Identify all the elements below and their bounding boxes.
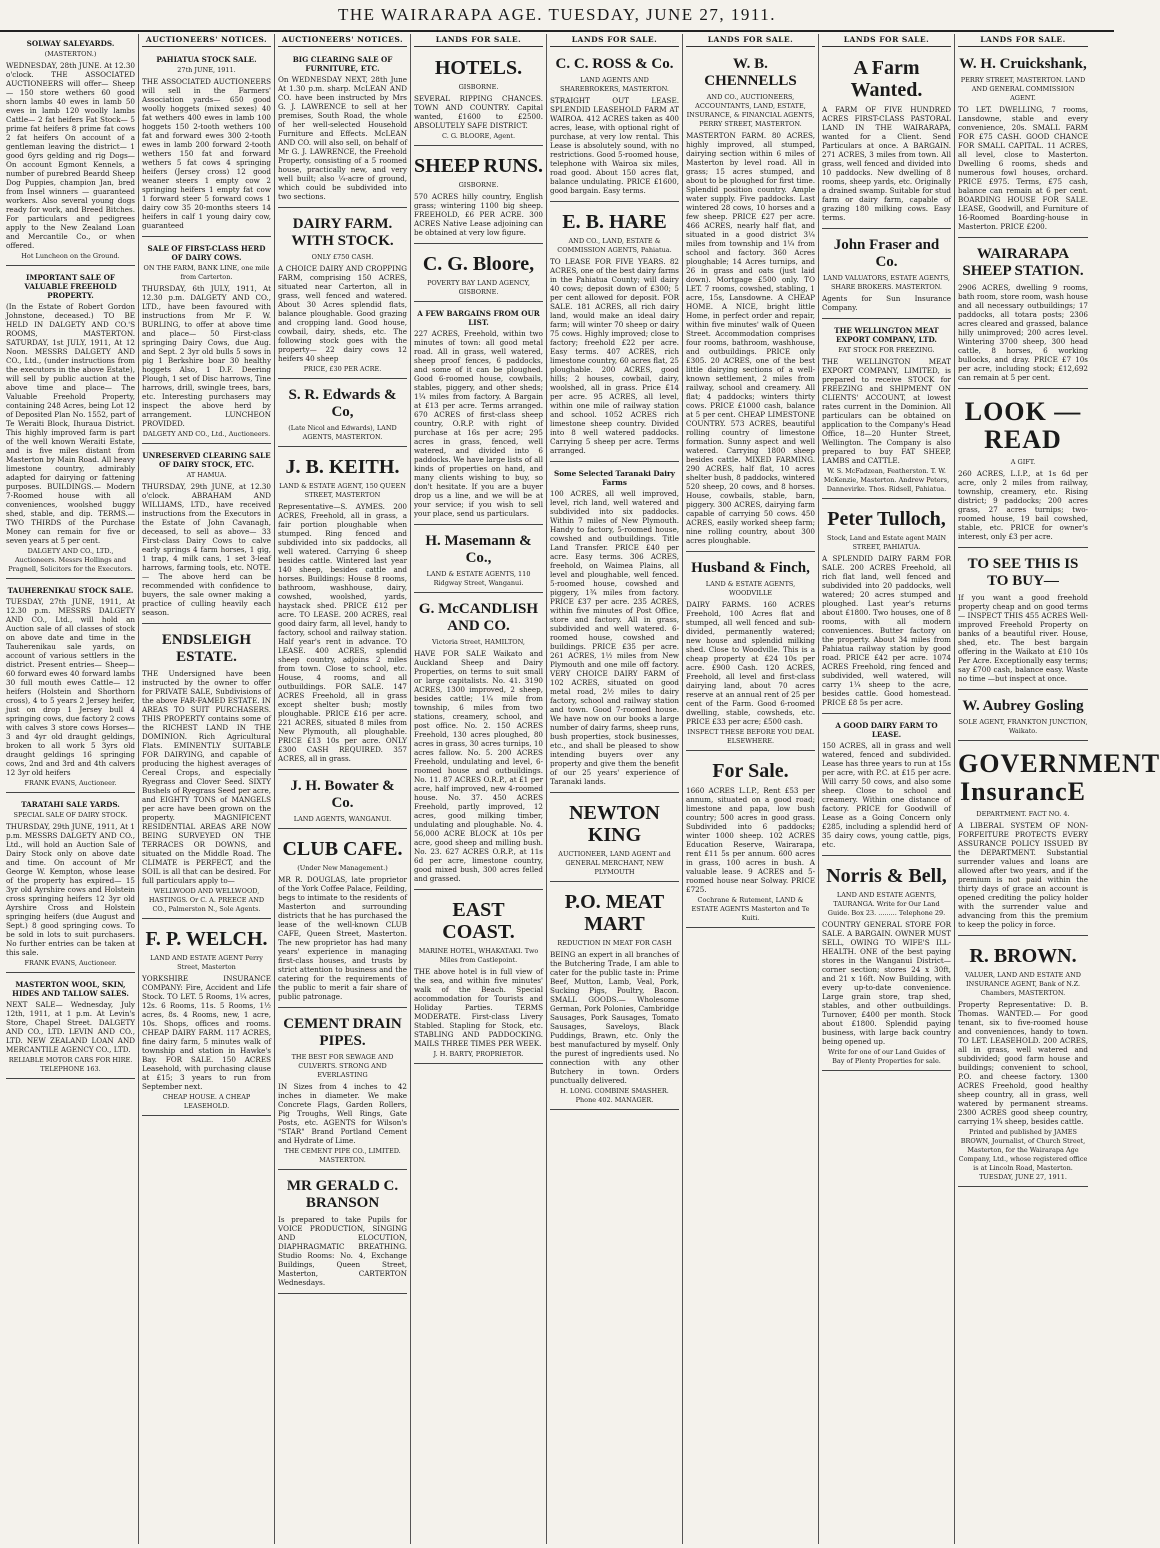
- advertisement: [550, 795, 679, 882]
- advertisement: [686, 753, 815, 928]
- ad-signature: FRANK EVANS, Auctioneer.: [24, 959, 117, 967]
- ad-subheading: GISBORNE.: [458, 181, 499, 189]
- ad-headline: S. R. Edwards & Co,: [288, 387, 397, 420]
- ad-subheading: LAND & ESTATE AGENTS, WOODVILLE: [705, 580, 796, 597]
- advertisement: [550, 884, 679, 1110]
- ad-headline: A FEW BARGAINS FROM OUR LIST.: [417, 309, 540, 327]
- ad-body-text: 260 ACRES, L.I.P., at 1s 6d per acre, only 2 miles from railway, township, creamery, etc. Rising district; 9 paddocks; 200 acres grass, 27 acres turnips; two-roomed house, 19 bail cowshed, stable, etc. PRICE for owner's interest, only £3 per acre.: [958, 469, 1088, 541]
- ad-body-text: THE Undersigned have been instructed by the owner to offer for PRIVATE SALE, Subdivisions of the above FAR-FAMED ESTATE. IN AREAS TO SUIT PURCHASERS. THIS PROPERTY contains some of the RICHEST LAND IN THE DOMINION. Rich Agricultural Flats. EMINENTLY SUITABLE FOR DAIRYING, and capable of producing the highest averages of Cereal Crops, and especially Ryegrass and Clover Seed. SIXTY Bushels of Ryegrass Seed per acre, and EIGHTY TONS of MANGELS per acre have been grown on the property. MAGNIFICENT RESIDENTIAL AREAS ARE NOW BEING SURVEYED ON THE TERRACES OR DOWNS, and situated on the Middle Road. The CLIMATE is PERFECT, and the SOIL is all that can be desired. For full particulars apply to—: [142, 669, 271, 885]
- ad-subheading: AT HAMUA.: [186, 471, 227, 479]
- advertisement: [6, 268, 135, 579]
- ad-body-text: TO LEASE FOR FIVE YEARS. 82 ACRES, one of the best dairy farms in the Pahiatua County; will dairy 40 cows; deposit down of £300; 5 per cent allowed for deposit. FOR SALE. 181 ACRES, all rich dairy land, would make an ideal dairy farm; will winter 70 sheep or dairy 75 cows. Highly improved; close to factory; freehold £22 per acre. Easy terms. 407 ACRES, rich limestone country, 60 acres flat, 25 ploughable. 200 ACRES, good hills; 2 houses, cowbail, dairy, woolshed, all in grass. Price £14 per acre. 95 ACRES, all level, within one mile of railway station and school. 1052 ACRES rich limestone sheep country. Divided into 8 well watered paddocks. Carrying 5 sheep per acre. Terms arranged.: [550, 257, 679, 455]
- ad-signature: PRICE, £30 PER ACRE.: [303, 365, 382, 373]
- advertisement: [6, 581, 135, 793]
- advertisement: [822, 321, 951, 499]
- ad-signature: DALGETY AND CO., Ltd., Auctioneers.: [142, 430, 271, 438]
- ad-signature: INSPECT THESE BEFORE YOU DEAL ELSEWHERE.: [687, 728, 814, 745]
- advertisement: [278, 831, 407, 1008]
- advertisement: [278, 1172, 407, 1294]
- column-2: [139, 34, 275, 1544]
- advertisement: [142, 239, 271, 444]
- advertisement: [278, 449, 407, 770]
- ad-headline: SALE OF FIRST-CLASS HERD OF DAIRY COWS.: [147, 244, 266, 262]
- ad-body-text: THURSDAY, 6th JULY, 1911, At 12.30 p.m. DALGETY AND CO., LTD., have been favoured with instructions from Mr F. W. BURLING, to offer at above time and place— 50 First-class springing Dairy Cows, due Aug. and Sept. 2 3yr old bulls 5 sows in pig 1 Berkshire boar 30 healthy hoggets Also, 1 D.F. Deering Plough, 1 set of Disc harrows, Tine harrows, drill, swingle trees, bars, etc. Interesting purchasers may inspect the above herd by arrangement. LUNCHEON PROVIDED.: [142, 284, 271, 428]
- ad-headline: Some Selected Taranaki Dairy Farms: [554, 469, 675, 487]
- ad-signature: C. G. BLOORE, Agent.: [441, 132, 516, 140]
- ad-body-text: YORKSHIRE INSURANCE COMPANY: Fire, Accident and Life Stock. TO LET. 5 Rooms, 1¼ acres, 12s. 6 Rooms, 11s. 5 Rooms, 1½ acres, 8s. 4 Rooms, new, 1 acre, 10s. Shops, offices and rooms. CHEAP DAIRY FARM. 117 ACRES, fine dairy farm, 5 minutes walk of township and station in Hawke's Bay. FOR SALE. 150 ACRES Leasehold, with purchasing clause at £15; 3 years to run from September next.: [142, 974, 271, 1091]
- ad-subheading: REDUCTION IN MEAT FOR CASH: [557, 939, 672, 947]
- ad-subheading: VALUER, LAND AND ESTATE AND INSURANCE AGENT, Bank of N.Z. Chambers, MASTERTON.: [964, 971, 1082, 997]
- ad-headline: P.O. MEAT MART: [564, 891, 665, 935]
- ad-headline: SOLWAY SALEYARDS.: [26, 39, 115, 48]
- ad-body-text: THE above hotel is in full view of the sea, and within five minutes' walk of the Beach. Special accommodation for Tourists and Holiday Parties. TERMS MODERATE. First-class Livery Stabled. Stapling for Stock, etc. STABLING AND PADDOCKING. MAILS THREE TIMES PER WEEK.: [414, 967, 543, 1048]
- advertisement: [958, 550, 1088, 690]
- ad-body-text: A FARM OF FIVE HUNDRED ACRES FIRST-CLASS PASTORAL LAND IN THE WAIRARAPA, wanted for a Client. Send Particulars at once. A BARGAIN. 271 ACRES, 3 miles from town. All grass, well fenced and divided into 10 paddocks. New dwelling of 8 rooms, sheep yards, etc. Originally a drained swamp. Suitable for stud farm or dairy farm, capable of grazing 180 milking cows. Easy terms.: [822, 105, 951, 222]
- ad-body-text: MR R. DOUGLAS, late proprietor of the York Coffee Palace, Feilding, begs to intimate to the residents of Masterton and surrounding districts that he has purchased the lease of the well-known CLUB CAFE, Queen Street, Masterton. The new proprietor has had many years' experience in managing first-class houses, and trusts by strict attention to business and the catering for the requirements of the public to merit a fair share of public patronage.: [278, 875, 407, 1001]
- ad-body-text: WEDNESDAY, 28th JUNE. At 12.30 o'clock. THE ASSOCIATED AUCTIONEERS will offer— Sheep— 150 store wethers 60 good shorn lambs 40 ewes in lamb 50 ewes in lamb 120 woolly lambs Cattle— 2 fat heifers Fat Stock— 5 prime fat heifers 8 prime fat cows 2 fat heifers On account of a gentleman leaving the district— 1 good 6yrs gelding and rig Dogs— On account Egmont Kennels, a number of purebred Beardd Sheep Dog Puppies, champion Jan, bred from Insel winners — guaranteed workers. Also several young dogs ready for work, and Breed Bitches. For particulars and pedigrees apply to the New Zealand Loan and Mercantile Co., or when offered.: [6, 61, 135, 250]
- ad-body-text: Is prepared to take Pupils for VOICE PRODUCTION, SINGING AND ELOCUTION, DIAPHRAGMATIC BREATHING. Studio Rooms: No. 4, Exchange Buildings, Queen Street, Masterton, CARTERTON Wednesdays.: [278, 1215, 407, 1287]
- ad-signature: Cochrane & Rutement, LAND & ESTATE AGENTS Masterton and Te Kuiti.: [691, 896, 810, 922]
- ad-headline: F. P. WELCH.: [145, 928, 268, 950]
- ad-subheading: MARINE HOTEL, WHAKATAKI. Two Miles from Castlepoint.: [418, 947, 539, 964]
- ad-body-text: 150 ACRES, all in grass and well watered, fenced and subdivided. Lease has three years to run at 15s per acre, with P.C. at £15 per acre. Will carry 50 cows, and also some sheep. Close to school and creamery. Within one distance of factory. PRICE for Goodwill of Lease as a Going Concern only £285, including a splendid herd of 35 dairy cows, young cattle, pigs, etc.: [822, 741, 951, 849]
- advertisement: [278, 772, 407, 829]
- advertisement: [414, 595, 543, 890]
- advertisement: [6, 34, 135, 266]
- advertisement: [142, 50, 271, 237]
- ad-subheading: ONLY £750 CASH.: [311, 253, 374, 261]
- ad-headline: A GOOD DAIRY FARM TO LEASE.: [835, 721, 938, 739]
- ad-headline: UNRESERVED CLEARING SALE OF DAIRY STOCK, ETC.: [142, 451, 271, 469]
- ad-headline: TO SEE THIS IS TO BUY—: [967, 556, 1079, 589]
- ad-body-text: Agents for Sun Insurance Company.: [822, 294, 951, 312]
- column-heading: LANDS FOR SALE.: [550, 34, 679, 47]
- advertisement: [958, 692, 1088, 741]
- ad-headline: G. McCANDLISH AND CO.: [418, 601, 539, 634]
- ad-body-text: On WEDNESDAY NEXT, 28th June At 1.30 p.m. sharp. McLEAN AND CO. have been instructed by Mrs G. J. LAWRENCE to sell at her premises, South Road, the whole of her well-selected Household Furniture and Effects. McLEAN AND CO. will also sell, on behalf of Mr G. J. LAWRENCE, the Freehold Property, consisting of a 5 roomed house, practically new, and very well built; also ¼-acre of ground, which could be subdivided into two sections.: [278, 75, 407, 201]
- ad-signature: Printed and published by JAMES BROWN, Journalist, of Church Street, Masterton, for the Wairarapa Age Company, Ltd., whose registered office is at Lincoln Road, Masterton. TUESDAY, JUNE 27, 1911.: [958, 1128, 1088, 1181]
- ad-headline: Peter Tulloch,: [827, 508, 946, 530]
- advertisement: [550, 464, 679, 793]
- ad-subheading: LAND & ESTATE AGENT, 150 QUEEN STREET, MASTERTON: [279, 482, 406, 499]
- advertisement: [414, 50, 543, 146]
- ad-signature: RELIABLE MOTOR CARS FOR HIRE. TELEPHONE 163.: [8, 1056, 133, 1073]
- advertisement: [278, 381, 407, 447]
- column-8: [955, 34, 1160, 1544]
- ad-body-text: Representative—S. AYMES. 200 ACRES, Freehold, all in grass, a fair portion ploughable when stumped. Ring fenced and subdivided into six paddocks, all well watered. Carrying 6 sheep besides cattle. Wintered last year 140 sheep, besides cattle and horses. Buildings: House 8 rooms, bathroom, washhouse, dairy, cowshed, woolshed, yards, haystack shed. PRICE £12 per acre. TO LEASE. 200 ACRES, real good dairy farm, all level, handy to factory, school and railway station. Half year's rent in advance. TO LEASE. 400 ACRES, splendid sheep country, adjoins 2 miles from town. Close to school, etc. House, 4 rooms, and all outbuildings. FOR SALE. 147 ACRES Freehold, all in grass except shelter bush; mostly ploughable. PRICE £16 per acre. 221 ACRES, situated 8 miles from New Plymouth, all ploughable. PRICE £13 10s per acre. ONLY £300 CASH REQUIRED. 357 ACRES, all in grass.: [278, 502, 407, 763]
- advertisement: [686, 50, 815, 552]
- advertisement: [414, 304, 543, 525]
- ad-subheading: LAND & ESTATE AGENTS, 110 Ridgway Street, Wanganui.: [426, 570, 531, 587]
- ad-body-text: 100 ACRES, all well improved, level, rich land, well watered and subdivided into six paddocks. Within 7 miles of New Plymouth. Handy to factory, 5-roomed house, cowshed and outbuildings. Title Land Transfer. PRICE £40 per acre. Easy terms. 306 ACRES, freehold, on Waimea Plains, all level and ploughable, well fenced. 5-roomed house, cowshed and piggery, 1¾ miles from factory. PRICE £37 per acre. 235 ACRES, within five minutes of Post Office, store and factory. All in grass, subdivided and well watered. 6-roomed house, cowshed and buildings. PRICE £35 per acre. 261 ACRES, 1½ miles from New Plymouth and one mile off factory. VERY CHOICE DAIRY FARM of 102 ACRES, situated on good metal road, 2½ miles to dairy factory, school and railway station and town. Good 7-roomed house. We have now on our books a large number of dairy farms, sheep runs, bush properties, stock businesses, etc., and shall be pleased to show intending buyers over any property and give them the benefit of our 25 years' experience of Taranaki lands.: [550, 489, 679, 786]
- ad-headline: J. B. KEITH.: [285, 456, 400, 478]
- ad-body-text: THE WELLINGTON MEAT EXPORT COMPANY, LIMITED, is prepared to receive STOCK for FREEZING and SHIPMENT ON CLIENTS' ACCOUNT, at lowest rates current in the Dominion. All particulars can be obtained on application to the Company's Head Office, 18—20 Hunter Street, Wellington. The Company is also prepared to buy FAT SHEEP, LAMBS and CATTLE.: [822, 357, 951, 465]
- ad-signature: Hot Luncheon on the Ground.: [21, 252, 120, 260]
- ad-body-text: TUESDAY, 27th JUNE, 1911, At 12.30 p.m. MESSRS DALGETY AND CO., Ltd., will hold an Auction sale of all classes of stock on above date and time in the Tauherenikau sale yards, on account of various settlers in the district. Present entries— Sheep— 60 forward ewes 40 forward lambs 30 full mouth ewes Cattle— 12 heifers (Holstein and Shorthorn cross), 4 to 5 years 2 Jersey heifer, just on drop 1 Jersey bull 4 springing cows, due factory 2 cows with calves 3 store cows Horses— 3 and 4yr old draught geldings, broken to all work 5 3yrs old draught geldings 16 springing cows, 2nd and 3rd and 4th calvers 12 3yr old heifers: [6, 597, 135, 777]
- ad-headline: J. H. Bowater & Co.: [290, 778, 395, 811]
- ad-body-text: HAVE FOR SALE Waikato and Auckland Sheep and Dairy Properties, on terms to suit small or large capitalists. No. 41. 3190 ACRES, 1300 improved, 2 sheep, besides cattle; 1¼ mile from township, 6 miles from two stations, creamery, school, and post office. No. 2. 150 ACRES Freehold, 130 acres ploughed, 80 acres in grass, 30 acres turnips, 10 acres fallow. No. 5. 200 ACRES Freehold, undulating and level, 6-roomed house and outbuildings. No. 11. 87 ACRES O.R.P., at £1 per acre, half improved, new 4-roomed house. No. 37. 450 ACRES Freehold, partly improved, 12 acres, good milking timber, undulating and ploughable. No. 4. 56,000 ACRE BLOCK at 10s per acre, good sheep and milling bush. No. 23. 627 ACRES O.R.P., at 11s 6d per acre, limestone country, good mixed bush, 300 acres felled and grassed.: [414, 649, 543, 883]
- ad-body-text: 227 ACRES, Freehold, within two minutes of town: all good metal road. All in grass, well watered, sheep proof fences, 6 paddocks, and some of it can be ploughed. Good 6-roomed house, cowbails, stables, piggery, and other sheds; 1¼ miles from factory. A Bargain at £13 per acre. Terms arranged. 670 ACRES of first-class sheep country, O.R.P. with right of purchase at 16s per acre; 295 acres in grass, fenced, well watered, and divided into 6 paddocks. We have large lists of all kinds of properties on hand, and many clients wishing to buy, so don't hesitate. If you are a buyer drop us a line, and we will be at your service; if you wish to sell your place, send us particulars.: [414, 329, 543, 518]
- ad-signature: THE CEMENT PIPE CO., LIMITED. MASTERTON.: [284, 1147, 401, 1164]
- ad-signature: FRANK EVANS, Auctioneer.: [24, 779, 117, 787]
- ad-headline: For Sale.: [712, 760, 789, 782]
- ad-body-text: SEVERAL RIPPING CHANCES. TOWN AND COUNTRY. Capital wanted, £1600 to £2500. ABSOLUTELY SAFE DISTRICT.: [414, 94, 543, 130]
- ad-body-text: STRAIGHT OUT LEASE. SPLENDID LEASEHOLD FARM AT WAIROA. 412 ACRES taken as 400 acres, lease, with optional right of purchase, at very low rental. This Lease is absolutely sound, with no restrictions. Good 5-roomed house, telephone with Wairoa six miles, road good. About 150 acres flat, balance undulating. PRICE £1600, good bargain. Easy terms.: [550, 96, 679, 195]
- advertisement: [414, 246, 543, 302]
- ad-headline: E. B. HARE: [562, 211, 667, 233]
- ad-subheading: DEPARTMENT. FACT NO. 4.: [976, 810, 1070, 818]
- ad-headline: R. BROWN.: [969, 945, 1077, 967]
- ad-body-text: THURSDAY, 29th JUNE, at 12.30 o'clock. ABRAHAM AND WILLIAMS, LTD., have received instructions from the Executors in the Estate of John Cavanagh, deceased, to sell as above— 33 First-class Dairy Cows to calve early springs 4 farm horses, 1 gig, 1 trap, 4 milk cans, 1 set 3-leaf harrows, farming tools, etc. NOTE.— The above herd can be recommended with confidence to buyers, the sale owner making a practice of culling heavily each season.: [142, 482, 271, 617]
- ad-body-text: A LIBERAL SYSTEM OF NON-FORFEITURE PROTECTS EVERY ASSURANCE POLICY ISSUED BY the DEPARTMENT. Substantial surrender values and loans are allowed after two years, and if the premium is not paid within the thirty days of grace an account is opened crediting the policy holder with the surrender value and advancing from this the premium to keep the policy in force.: [958, 821, 1088, 929]
- ad-headline: W. H. Cruickshank,: [959, 56, 1087, 72]
- ad-subheading: LAND VALUATORS, ESTATE AGENTS, SHARE BROKERS. MASTERTON.: [822, 274, 951, 291]
- ad-subheading: FAT STOCK FOR FREEZING.: [838, 346, 935, 354]
- ad-headline: W. Aubrey Gosling: [962, 698, 1084, 714]
- ad-body-text: TO LET. DWELLING, 7 rooms, Lansdowne, stable and every convenience, 20s. SMALL FARM FOR £75 CASH. GOOD CHANCE FOR SMALL CAPITAL. 11 ACRES, all level, close to Masterton. Dwelling 6 rooms, sheds and numerous fowl houses, orchard. PRICE £975. Terms, £75 cash, balance can remain at 6 per cent. BOARDING HOUSE FOR SALE. LEASE, Goodwill, and Furniture of 16-Roomed Boarding-house in Masterton. PRICE £200.: [958, 105, 1088, 231]
- ad-subheading: (Under New Management.): [297, 864, 388, 872]
- advertisement: [822, 501, 951, 714]
- ad-headline: MASTERTON WOOL, SKIN, HIDES AND TALLOW SALES.: [12, 980, 129, 998]
- ad-headline: THE WELLINGTON MEAT EXPORT COMPANY, LTD.: [834, 326, 939, 344]
- ad-subheading: A GIFT.: [1010, 458, 1036, 466]
- advertisement: [142, 921, 271, 1116]
- ad-headline: WAIRARAPA SHEEP STATION.: [962, 246, 1084, 279]
- ad-headline: John Fraser and Co.: [833, 237, 940, 270]
- advertisement: [142, 626, 271, 919]
- ad-subheading: AND CO., AUCTIONEERS, ACCOUNTANTS, LAND, ESTATE, INSURANCE, & FINANCIAL AGENTS, PERRY STREET, MASTERTON.: [686, 93, 815, 128]
- ad-headline: PAHIATUA STOCK SALE.: [156, 55, 257, 64]
- ad-body-text: 1660 ACRES L.I.P., Rent £53 per annum, situated on a good road; limestone and papa, low bush country; 500 acres in good grass. Subdivided into 6 paddocks; winter 1000 sheep. 102 ACRES Education Reserve, Wairarapa, rent £11 5s per annum. 600 acres in grass, 100 acres in bush. A valuable lease. 9 ACRES and 5-roomed house near Solway. PRICE £725.: [686, 786, 815, 894]
- column-3: [275, 34, 411, 1544]
- ad-body-text: 2906 ACRES, dwelling 9 rooms, bath room, store room, wash house and all necessary outbuildings; 17 paddocks, all totara posts; 2306 acres cleared and grassed, balance hilly unimproved; 200 acres level. Wintering 3700 sheep, 300 head cattle, 8 horses, 6 working bullocks, and dray. PRICE £7 10s per acre, including stock; £12,692 can remain at 5 per cent.: [958, 283, 1088, 382]
- ad-headline: H. Masemann & Co.,: [425, 533, 532, 566]
- ad-subheading: AND CO., LAND, ESTATE & COMMISSION AGENTS, Pahiatua.: [557, 237, 672, 254]
- advertisement: [958, 240, 1088, 389]
- masthead: THE WAIRARAPA AGE. TUESDAY, JUNE 27, 1911.: [0, 0, 1114, 32]
- ad-subheading: Victoria Street, HAMILTON,: [432, 638, 525, 646]
- ad-subheading: GISBORNE.: [458, 83, 499, 91]
- advertisement: [142, 446, 271, 624]
- advertisement: [958, 938, 1088, 1187]
- ad-subheading: LAND AGENTS, WANGANUI.: [293, 815, 392, 823]
- ad-body-text: NEXT SALE— Wednesday, July 12th, 1911, at 1 p.m. At Levin's Store, Chapel Street. DALGETY AND CO., LTD. LEVIN AND CO., LTD. NEW ZEALAND LOAN AND MERCANTILE AGENCY CO., LTD.: [6, 1000, 135, 1054]
- advertisement: [278, 50, 407, 208]
- ad-subheading: SOLE AGENT, FRANKTON JUNCTION, Waikato.: [958, 718, 1088, 735]
- ad-body-text: MASTERTON FARM. 80 ACRES, highly improved, all stumped, dairying section within 6 miles of Masterton by level road. All in grass; 15 acres stumped, and about to be ploughed for first time. Splendid position country. Ample water supply. Five paddocks. Last wintered 28 cows, 10 horses and a few sheep. PRICE £27 per acre. 466 ACRES, nearly half flat, and situated in a good district 3¼ miles from township and 1¼ from school and factory. 360 Acres ploughable; 14 Acres turnips, and 26 in grass and oats (just laid down). Mortgage £500 only. TO LET. 7 rooms, cowshed, stabling, 1 acre, 15s, Lansdowne. A CHEAP HOME. A NICE, bright little Home, in perfect order and repair, within five minutes' walk of Queen Street. Accommodation comprises four rooms, bathroom, washhouse, and outbuildings. PRICE only £305. 20 ACRES, one of the best little dairying sections of a well-known settlement, 2 miles from railway, school and creamery. All flat; 4 paddocks; winters thirty cows. PRICE £1000 cash, balance at 5 per cent. CHEAP LIMESTONE COUNTRY. 573 ACRES, beautiful rolling country of limestone formation. Sunny aspect and well watered. Carrying 1800 sheep besides cattle. MIXED FARMING. 290 ACRES, half flat, 10 acres shelter bush, 8 paddocks, wintered 520 sheep, 20 cows, and 8 horses. House, cowbails, stable, barn, piggery. 300 ACRES, dairying farm capable of carrying 50 cows. 450 ACRES, easily worked sheep farm; nine rolling country, about 300 acres ploughable.: [686, 131, 815, 545]
- ad-body-text: (In the Estate of Robert Gordon Johnstone, deceased.) TO BE HELD IN DALGETY AND CO.'S ROOMS, MASTERTON. SATURDAY, 1st JULY, 1911, At 12 Noon. MESSRS DALGETY AND CO., Ltd., (under instructions from the executors in the above Estate), will sell by public auction at the above time and place— The Valuable Freehold Property, containing 248 Acres, being Lot 12 of Deposited Plan No. 1552, part of Te Weraiti Block, Ihuraua District. This highly improved farm is part of the well known Weraiti Estate, and is five miles distant from Masterton by Main Road. All heavy limestone country, admirably adapted for dairying or fattening purposes. BUILDINGS.— Modern 7-Roomed house with all conveniences, woolshed buggy shed, stable, and dip. TERMS.— TWO THIRDS of the Purchase Money can remain for five or seven years at 5 per cent.: [6, 302, 135, 545]
- ad-headline: IMPORTANT SALE OF VALUABLE FREEHOLD PROPERTY.: [24, 273, 117, 300]
- ad-headline: Husband & Finch,: [691, 560, 810, 576]
- ad-body-text: BEING an expert in all branches of the Butchering Trade, I am able to cater for the public taste in: Prime Beef, Mutton, Lamb, Veal, Pork, Sucking Pigs, Poultry, Bacon. SMALL GOODS.— Wholesome German, Pork Polonies, Cambridge Sausages, Pork Sausages, Tomato Sausages, Saveloys, Black Puddings, Brawn, etc. Only the best manufactured by myself. Only the purest of ingredients used. No connection with any other Butchery in town. Orders punctually delivered.: [550, 950, 679, 1085]
- ad-body-text: THURSDAY, 29th JUNE, 1911, At 1 p.m. MESSRS DALGETY AND CO., Ltd., will hold an Auction Sale of Dairy Stock only on above date and time. On account of Mr George W. Kempton, whose lease of the property has expired— 15 3yr old Ayrshire cows and Holstein cross springing heifers 12 3yr old Ayrshire Cross and Holstein springing heifers (due August and Sept.) 8 good springing cows. To be sold in lots to suit purchasers. No further entries can be taken at this sale.: [6, 822, 135, 957]
- column-6: [683, 34, 819, 1544]
- ad-headline: HOTELS.: [434, 57, 523, 79]
- ad-headline: EAST COAST.: [442, 899, 515, 943]
- advertisement: [414, 527, 543, 593]
- ad-body-text: Property Representative: D. B. Thomas. WANTED.— For good tenant, six to five-roomed house and conveniences, handy to town. TO LET. LEASEHOLD. 200 ACRES, all in grass, well watered and subdivided; good farm house and buildings; convenient to school, P.O. and cheese factory. 1300 ACRES Freehold, good healthy sheep country, all in grass, well watered by permanent streams. 2300 ACRES good sheep country, carrying 1¾ sheep, besides cattle.: [958, 1000, 1088, 1126]
- advertisement: [278, 1010, 407, 1170]
- ad-headline: MR GERALD C. BRANSON: [286, 1178, 399, 1211]
- ad-signature: J. H. BARTY, PROPRIETOR.: [433, 1050, 524, 1058]
- ad-headline: Norris & Bell,: [826, 865, 947, 887]
- advertisement: [958, 391, 1088, 548]
- ad-headline: DAIRY FARM. WITH STOCK.: [291, 216, 394, 249]
- ad-body-text: A CHOICE DAIRY AND CROPPING FARM, comprising 150 ACRES, situated near Carterton, all in grass, well fenced and watered. About 30 Acres splendid flats, balance ploughable. Good grazing and cropping land. Good house, cowbail, dairy, sheds, etc. The following stock goes with the property— 22 dairy cows 12 heifers 40 sheep: [278, 264, 407, 363]
- ad-subheading: AUCTIONEER, LAND AGENT and GENERAL MERCHANT, NEW PLYMOUTH: [558, 850, 671, 876]
- ad-headline: W. B. CHENNELLS: [704, 56, 797, 89]
- ad-headline: BIG CLEARING SALE OF FURNITURE, ETC.: [292, 55, 393, 73]
- advertisement: [414, 148, 543, 244]
- ad-signature: W. S. McFadzean, Featherston. T. W. McKenzie, Masterton. Andrew Peters, Dannevirke. Thos. Ridsell, Pahiatua.: [823, 467, 950, 493]
- ad-headline: ENDSLEIGH ESTATE.: [161, 632, 252, 665]
- advertisement: [958, 743, 1160, 936]
- advertisement: [822, 50, 951, 229]
- ad-subheading: SPECIAL SALE OF DAIRY STOCK.: [13, 811, 128, 819]
- column-heading: LANDS FOR SALE.: [958, 34, 1088, 47]
- ad-headline: CEMENT DRAIN PIPES.: [283, 1016, 402, 1049]
- ad-signature: CHEAP HOUSE. A CHEAP LEASEHOLD.: [162, 1093, 251, 1110]
- ad-body-text: 570 ACRES hilly country, English grass; wintering 1100 big sheep. FREEHOLD, £6 PER ACRE. 300 ACRES Native Lease adjoining can be obtained at very low figure.: [414, 192, 543, 237]
- ad-headline: LOOK — READ: [964, 397, 1082, 454]
- advertisement: [822, 231, 951, 319]
- advertisement: [6, 975, 135, 1079]
- ad-signature: WELLWOOD AND WELLWOOD, HASTINGS. Or C. A. PREECE AND CO., Palmerston N., Sole Agents.: [148, 887, 265, 913]
- ad-body-text: DAIRY FARMS. 160 ACRES Freehold, 100 Acres flat and stumped, all well fenced and sub-divided, permanently watered; new house and splendid milking shed. Close to Woodville. This is a cheap property at £24 10s per acre. £900 Cash. 120 ACRES, Freehold, all level and first-class dairying land, about 70 acres reserve at an annual rent of 25 per cent of the Farm. Good 6-roomed dwelling, stable, cowsheds, etc. PRICE £33 per acre; £500 cash.: [686, 600, 815, 726]
- ad-subheading: (MASTERTON.): [44, 50, 97, 58]
- advertisement: [686, 554, 815, 751]
- ad-subheading: POVERTY BAY LAND AGENCY, GISBORNE.: [427, 279, 530, 296]
- ad-subheading: THE BEST FOR SEWAGE AND CULVERTS. STRONG AND EVERLASTING: [291, 1053, 394, 1079]
- advertisement: [278, 210, 407, 379]
- column-4: [411, 34, 547, 1544]
- advertisement: [958, 50, 1088, 238]
- column-heading: LANDS FOR SALE.: [414, 34, 543, 47]
- advertisement: [822, 716, 951, 856]
- ad-subheading: LAND AND ESTATE AGENTS, TAURANGA. Write for Our Land Guide. Box 23. ......... Telephone 29.: [827, 891, 946, 917]
- advertisement: [414, 892, 543, 1064]
- advertisement: [6, 795, 135, 973]
- column-heading: LANDS FOR SALE.: [686, 34, 815, 47]
- ad-columns: [3, 34, 1160, 1544]
- ad-subheading: LAND AGENTS AND SHAREBROKERS, MASTERTON.: [560, 76, 669, 93]
- column-5: [547, 34, 683, 1544]
- ad-headline: TAUHERENIKAU STOCK SALE.: [7, 586, 134, 595]
- ad-headline: C. C. ROSS & Co.: [555, 56, 674, 72]
- column-heading: LANDS FOR SALE.: [822, 34, 951, 47]
- ad-subheading: PERRY STREET, MASTERTON. LAND AND GENERAL COMMISSION AGENT.: [960, 76, 1086, 102]
- column-heading: AUCTIONEERS' NOTICES.: [278, 34, 407, 47]
- ad-headline: SHEEP RUNS.: [414, 155, 543, 177]
- ad-subheading: Stock, Land and Estate agent MAIN STREET, PAHIATUA.: [826, 534, 947, 551]
- ad-headline: GOVERNMENT InsurancE: [958, 749, 1160, 806]
- column-1: [3, 34, 139, 1544]
- ad-signature: Write for one of our Land Guides of Bay of Plenty Properties for sale.: [827, 1048, 946, 1065]
- ad-headline: CLUB CAFE.: [282, 838, 403, 860]
- ad-headline: A Farm Wanted.: [850, 57, 923, 101]
- ad-subheading: LAND AND ESTATE AGENT Perry Street, Masterton: [150, 954, 263, 971]
- advertisement: [822, 858, 951, 1071]
- ad-subheading: ON THE FARM, BANK LINE, one mile from Carterton.: [143, 264, 270, 281]
- advertisement: [550, 204, 679, 462]
- column-heading: AUCTIONEERS' NOTICES.: [142, 34, 271, 47]
- ad-body-text: A SPLENDID DAIRY FARM FOR SALE. 200 ACRES Freehold, all rich flat land, well fenced and subdivided into 20 paddocks, well watered; 20 acres stumped and ploughed. Last year's returns about £1800. Two houses, one of 8 rooms, with all modern conveniences. Butter factory on the property. About 34 miles from Pahiatua railway station by good road. PRICE £42 per acre. 1074 ACRES Freehold, ring fenced and subdivided, well watered, will carry 1¼ sheep to the acre, besides cattle. Good homestead. PRICE £8 5s per acre.: [822, 554, 951, 707]
- advertisement: [550, 50, 679, 202]
- ad-headline: C. G. Bloore,: [422, 253, 535, 275]
- ad-headline: NEWTON KING: [569, 802, 660, 846]
- ad-body-text: COUNTRY GENERAL STORE FOR SALE. A BARGAIN. OWNER MUST SELL, OWING TO WIFE'S ILL-HEALTH. ONE of the best paying stores in the Wanganui District—corner section; stores 24 x 30ft, and 21 x 16ft. Now Building, with every up-to-date convenience. Large grain store, trap shed, stables, and other outbuildings. Turnover, £400 per month. Stock about £1800. Splendid paying business, with large back country being opened up.: [822, 920, 951, 1046]
- ad-body-text: If you want a good freehold property cheap and on good terms— INSPECT THIS 455 ACRES Well-improved Freehold Property on banks of a beautiful river. House, shed, etc. The best bargain offering in the Waikato at £10 10s Per Acre. Exceptionally easy terms; say £700 cash, balance easy. Waste no time —but inspect at once.: [958, 593, 1088, 683]
- ad-headline: TARATAHI SALE YARDS.: [21, 800, 120, 809]
- column-7: [819, 34, 955, 1544]
- ad-subheading: (Late Nicol and Edwards), LAND AGENTS, MASTERTON.: [288, 424, 397, 441]
- ad-signature: H. LONG. COMBINE SMASHER. Phone 402. MANAGER.: [560, 1087, 669, 1104]
- ad-signature: DALGETY AND CO., LTD., Auctioneers. Messrs Hollings and Pragnell, Solicitors for the Executors.: [8, 547, 133, 573]
- ad-body-text: THE ASSOCIATED AUCTIONEERS will sell in the Farmers' Association yards— 650 good woolly hoggets (mixed sexes) 40 fat wethers 400 ewes in lamb 100 hoggets 150 2-tooth wethers 100 fat and forward ewes 300 2-tooth ewes in lamb 200 forward 2-tooth wethers 150 fat and forward wethers 5 fat cows 4 springing heifers (Jersey cross) 12 good weaner steers 1 empty cow 2 springing heifers 1 empty fat cow 1 forward steer 5 forward cows 1 dairy cow 35 20-months steers 14 heifers in calf 1 young dairy cow, guaranteed: [142, 77, 271, 230]
- ad-subheading: 27th JUNE, 1911.: [177, 66, 236, 74]
- ad-body-text: IN Sizes from 4 inches to 42 inches in diameter. We make Concrete Flags, Garden Rollers, Pig Troughs, Well Rings, Gate Posts, etc. AGENTS for Wilson's "STAR" Brand Portland Cement and Hydrate of Lime.: [278, 1082, 407, 1145]
